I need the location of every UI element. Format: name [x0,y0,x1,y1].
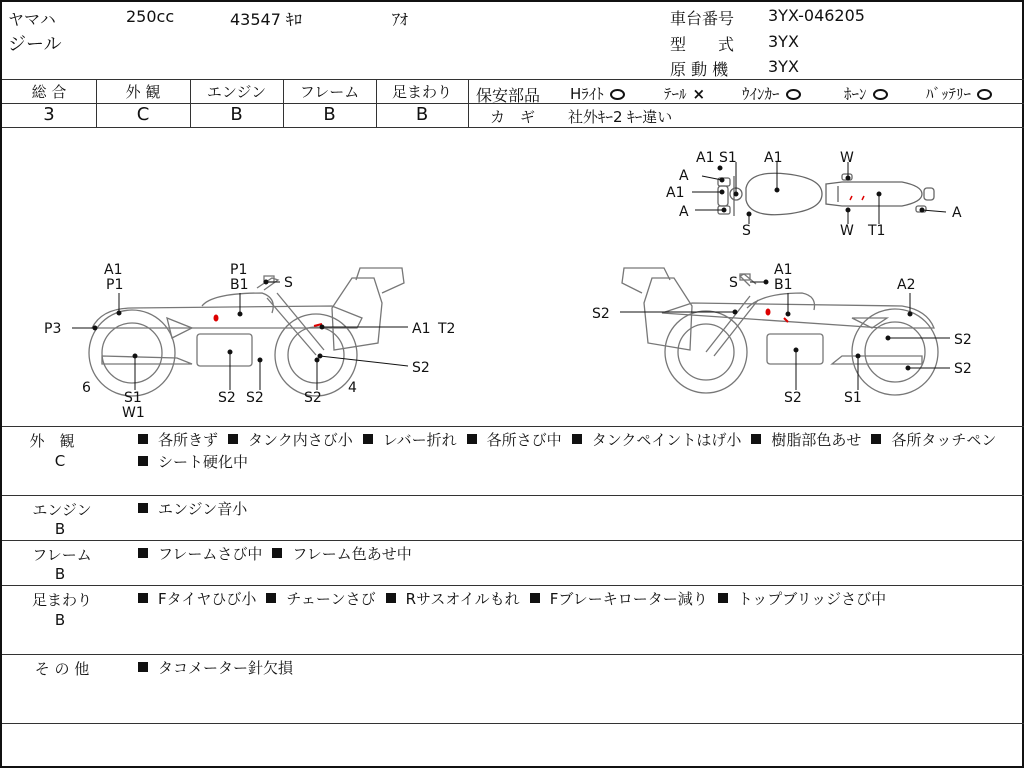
diagram-label: S2 [954,332,972,348]
ng-cross-icon: × [692,85,706,103]
diagram-label: B1 [230,277,249,293]
ok-circle-icon [610,89,625,100]
engine-item: エンジン音小 [158,500,248,518]
engine-type: 3YX [768,57,799,76]
bullet-square-icon [228,434,238,444]
diagram-label: A [679,168,689,184]
divider [2,426,1024,427]
bullet-square-icon [751,434,761,444]
diagram-label: S [742,223,751,239]
key-value: 社外ｷｰ2 ｷｰ違い [568,108,673,126]
suspension-item: Fタイヤひび小 [158,590,257,608]
grade-total-label: 総 合 [31,83,67,101]
diagram-label: 4 [348,380,357,396]
section-exterior-grade: C [54,452,66,470]
exterior-item: 樹脂部色あせ [771,431,862,449]
frame-no-label: 車台番号 [670,9,735,28]
diagram-label: A [952,205,962,221]
model-type: 3YX [768,32,799,51]
frame-no: 3YX-046205 [768,6,865,25]
left-side-markers [72,280,408,390]
bullet-square-icon [718,593,728,603]
bullet-square-icon [272,548,282,558]
bullet-square-icon [138,434,148,444]
section-frame-label: フレーム [32,546,92,564]
diagram-label: A2 [897,277,916,293]
divider [2,540,1024,541]
diagram-label: P3 [44,321,62,337]
exterior-item: タンクペイントはげ小 [591,431,742,449]
exterior-item: 各所きず [158,431,219,449]
grade-exterior-label: 外 観 [125,83,161,101]
bullet-square-icon [386,593,396,603]
suspension-item: チェーンさび [286,590,376,608]
section-frame-grade: B [54,565,66,583]
diagram-label: A1 [104,262,123,278]
diagram-label: A1 [412,321,431,337]
grade-engine-label: エンジン [206,83,267,101]
diagram-label: S2 [246,390,264,406]
diagram-label: W [840,150,854,166]
diagram-label: A1 [696,150,715,166]
diagram-label: W [840,223,854,239]
diagram-label: S1 [844,390,862,406]
ok-circle-icon [873,89,888,100]
diagram-label: S [729,275,738,291]
section-engine-items [138,498,1018,520]
diagram-label: A1 [774,262,793,278]
diagram-label: T1 [868,223,886,239]
diagram-label: B1 [774,277,793,293]
diagram-label: S2 [412,360,430,376]
winker-status: ｳｲﾝｶｰ [742,83,801,104]
exterior-item: シート硬化中 [158,453,249,471]
ok-circle-icon [977,89,992,100]
bullet-square-icon [138,593,148,603]
exterior-item: タンク内さび小 [248,431,353,449]
bullet-square-icon [871,434,881,444]
frame-item: フレームさび中 [158,545,263,563]
diagram-label: A1 [666,185,685,201]
engine-label: 原 動 機 [670,60,729,79]
divider [2,585,1024,586]
left-side-labels [44,262,455,421]
bullet-square-icon [530,593,540,603]
top-view-motorcycle [718,173,934,216]
diagram-label: S2 [954,361,972,377]
exterior-item: 各所タッチペン [891,431,997,449]
divider [2,495,1024,496]
section-exterior-items [138,429,1018,473]
section-suspension-label: 足まわり [31,591,92,609]
horn-status: ﾎｰﾝ [844,83,888,104]
bullet-square-icon [138,662,148,672]
ok-circle-icon [786,89,801,100]
exterior-item: レバー折れ [382,431,457,449]
diagram-label: S2 [304,390,322,406]
diagram-label: P1 [106,277,124,293]
section-other-items [138,657,1018,679]
safety-parts-title: 保安部品 [476,86,541,105]
section-suspension-items [138,588,1018,610]
motorcycle-damage-diagram [2,128,1022,426]
diagram-label: S1 [719,150,737,166]
battery-status: ﾊﾞｯﾃﾘｰ [926,83,992,104]
right-side-markers [620,280,950,390]
bullet-square-icon [467,434,477,444]
diagram-label: S1 [124,390,142,406]
bullet-square-icon [363,434,373,444]
diagram-label: W1 [122,405,145,421]
divider [2,723,1024,724]
diagram-label: S2 [592,306,610,322]
grade-exterior-value: C [136,104,150,125]
color: ｱｵ [392,10,409,29]
bullet-square-icon [138,456,148,466]
diagram-label: A1 [764,150,783,166]
section-exterior-label: 外 観 [29,432,75,450]
diagram-label: T2 [438,321,456,337]
diagram-label: S2 [218,390,236,406]
tail-status: ﾃｰﾙ × [664,85,706,103]
grade-suspension-label: 足まわり [391,83,452,101]
grade-engine-value: B [230,104,243,125]
suspension-item: トップブリッジさび中 [737,590,887,608]
section-other-label: そ の 他 [34,660,90,678]
section-engine-grade: B [54,520,66,538]
headlight-status: Hﾗｲﾄ [570,83,625,104]
section-suspension-grade: B [54,611,66,629]
bullet-square-icon [138,548,148,558]
divider [2,79,1024,80]
other-item: タコメーター針欠損 [158,659,294,677]
bullet-square-icon [266,593,276,603]
section-frame-items [138,543,1018,565]
divider [2,654,1024,655]
diagram-label: S [284,275,293,291]
grade-total-value: 3 [43,104,55,125]
diagram-label: 6 [82,380,91,396]
suspension-item: Rサスオイルもれ [405,590,520,608]
bullet-square-icon [572,434,582,444]
exterior-item: 各所さび中 [486,431,562,449]
maker: ヤマハ [8,10,56,29]
diagram-label: S2 [784,390,802,406]
diagram-label: P1 [230,262,248,278]
bullet-square-icon [138,503,148,513]
grade-frame-value: B [323,104,336,125]
grade-frame-label: フレーム [299,83,360,101]
model-name: ジール [8,34,62,55]
model-type-label: 型 式 [670,35,735,54]
displacement: 250cc [126,7,175,26]
section-engine-label: エンジン [32,501,92,519]
grade-suspension-value: B [415,104,429,125]
suspension-item: Fブレーキローター減り [549,590,708,608]
key-label: カ ギ [490,108,536,126]
top-view-labels [666,150,962,239]
diagram-label: A [679,204,689,220]
mileage: 43547 ｷﾛ [230,10,302,29]
frame-item: フレーム色あせ中 [292,545,412,563]
